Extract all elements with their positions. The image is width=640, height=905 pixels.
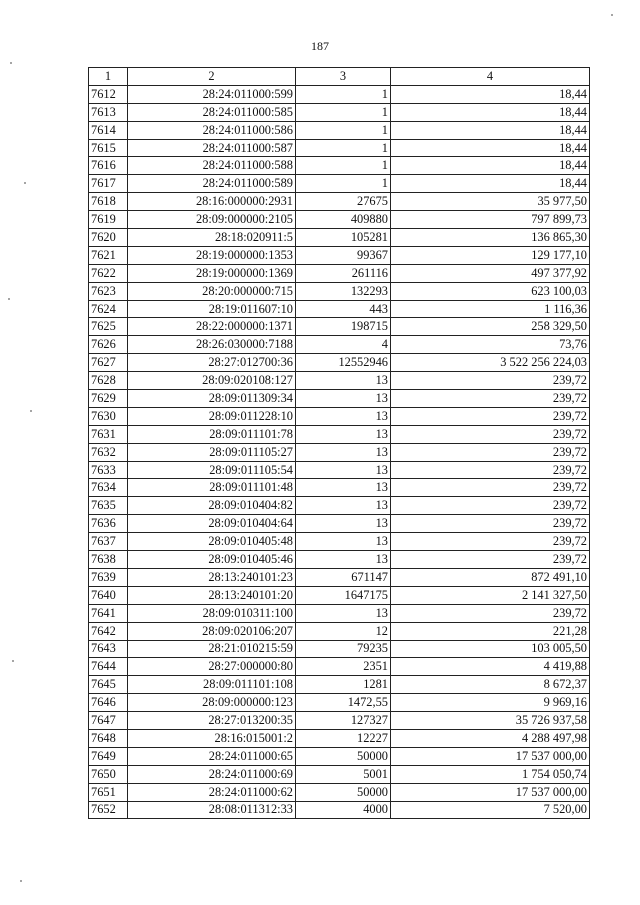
cadastral-number-cell: 28:24:011000:65	[128, 747, 296, 765]
row-number-cell: 7644	[89, 658, 128, 676]
row-number-cell: 7637	[89, 533, 128, 551]
header-cell-1: 1	[89, 68, 128, 86]
table-row	[89, 497, 590, 515]
scan-speck	[24, 182, 26, 184]
table-row	[89, 193, 590, 211]
value-cell: 127327	[296, 712, 391, 730]
amount-cell: 239,72	[391, 372, 590, 390]
table-row	[89, 390, 590, 408]
cadastral-number-cell: 28:08:011312:33	[128, 801, 296, 819]
scan-speck	[8, 298, 10, 300]
value-cell: 13	[296, 372, 391, 390]
amount-cell: 497 377,92	[391, 264, 590, 282]
amount-cell: 221,28	[391, 622, 590, 640]
row-number-cell: 7640	[89, 586, 128, 604]
row-number-cell: 7647	[89, 712, 128, 730]
cadastral-number-cell: 28:19:011607:10	[128, 300, 296, 318]
table-row	[89, 694, 590, 712]
row-number-cell: 7629	[89, 390, 128, 408]
row-number-cell: 7651	[89, 783, 128, 801]
value-cell: 1	[296, 175, 391, 193]
row-number-cell: 7634	[89, 479, 128, 497]
table-row	[89, 282, 590, 300]
row-number-cell: 7612	[89, 85, 128, 103]
value-cell: 13	[296, 461, 391, 479]
value-cell: 409880	[296, 211, 391, 229]
value-cell: 13	[296, 551, 391, 569]
cadastral-number-cell: 28:24:011000:69	[128, 765, 296, 783]
row-number-cell: 7617	[89, 175, 128, 193]
cadastral-number-cell: 28:09:010404:82	[128, 497, 296, 515]
table-row	[89, 175, 590, 193]
amount-cell: 258 329,50	[391, 318, 590, 336]
amount-cell: 8 672,37	[391, 676, 590, 694]
amount-cell: 9 969,16	[391, 694, 590, 712]
value-cell: 1	[296, 121, 391, 139]
amount-cell: 17 537 000,00	[391, 783, 590, 801]
cadastral-number-cell: 28:09:000000:123	[128, 694, 296, 712]
value-cell: 671147	[296, 568, 391, 586]
amount-cell: 18,44	[391, 175, 590, 193]
amount-cell: 872 491,10	[391, 568, 590, 586]
cadastral-number-cell: 28:13:240101:20	[128, 586, 296, 604]
table-row	[89, 533, 590, 551]
cadastral-number-cell: 28:26:030000:7188	[128, 336, 296, 354]
row-number-cell: 7615	[89, 139, 128, 157]
row-number-cell: 7624	[89, 300, 128, 318]
cadastral-number-cell: 28:24:011000:599	[128, 85, 296, 103]
table-row	[89, 318, 590, 336]
cadastral-number-cell: 28:16:000000:2931	[128, 193, 296, 211]
table-row	[89, 712, 590, 730]
cadastral-number-cell: 28:16:015001:2	[128, 729, 296, 747]
amount-cell: 4 419,88	[391, 658, 590, 676]
amount-cell: 239,72	[391, 479, 590, 497]
row-number-cell: 7625	[89, 318, 128, 336]
value-cell: 79235	[296, 640, 391, 658]
table-row	[89, 336, 590, 354]
cadastral-number-cell: 28:24:011000:62	[128, 783, 296, 801]
value-cell: 1	[296, 139, 391, 157]
cadastral-number-cell: 28:09:011105:27	[128, 443, 296, 461]
row-number-cell: 7626	[89, 336, 128, 354]
amount-cell: 17 537 000,00	[391, 747, 590, 765]
amount-cell: 239,72	[391, 551, 590, 569]
table-row	[89, 264, 590, 282]
cadastral-number-cell: 28:27:000000:80	[128, 658, 296, 676]
row-number-cell: 7635	[89, 497, 128, 515]
row-number-cell: 7619	[89, 211, 128, 229]
table-row	[89, 372, 590, 390]
amount-cell: 7 520,00	[391, 801, 590, 819]
table-row	[89, 551, 590, 569]
amount-cell: 239,72	[391, 497, 590, 515]
value-cell: 99367	[296, 246, 391, 264]
cadastral-number-cell: 28:09:011309:34	[128, 390, 296, 408]
value-cell: 13	[296, 443, 391, 461]
amount-cell: 18,44	[391, 103, 590, 121]
table-row	[89, 157, 590, 175]
page-number: 187	[311, 39, 329, 53]
value-cell: 13	[296, 604, 391, 622]
row-number-cell: 7627	[89, 354, 128, 372]
cadastral-number-cell: 28:09:011101:48	[128, 479, 296, 497]
row-number-cell: 7622	[89, 264, 128, 282]
amount-cell: 239,72	[391, 604, 590, 622]
table-header-row	[89, 68, 590, 86]
value-cell: 1	[296, 85, 391, 103]
amount-cell: 35 977,50	[391, 193, 590, 211]
cadastral-number-cell: 28:27:012700:36	[128, 354, 296, 372]
value-cell: 132293	[296, 282, 391, 300]
amount-cell: 239,72	[391, 407, 590, 425]
amount-cell: 18,44	[391, 121, 590, 139]
row-number-cell: 7646	[89, 694, 128, 712]
row-number-cell: 7639	[89, 568, 128, 586]
value-cell: 4000	[296, 801, 391, 819]
value-cell: 443	[296, 300, 391, 318]
amount-cell: 129 177,10	[391, 246, 590, 264]
table-row	[89, 139, 590, 157]
table-row	[89, 604, 590, 622]
value-cell: 261116	[296, 264, 391, 282]
row-number-cell: 7613	[89, 103, 128, 121]
table-row	[89, 783, 590, 801]
row-number-cell: 7633	[89, 461, 128, 479]
amount-cell: 18,44	[391, 139, 590, 157]
value-cell: 198715	[296, 318, 391, 336]
value-cell: 50000	[296, 747, 391, 765]
cadastral-number-cell: 28:22:000000:1371	[128, 318, 296, 336]
value-cell: 5001	[296, 765, 391, 783]
row-number-cell: 7641	[89, 604, 128, 622]
header-cell-2: 2	[128, 68, 296, 86]
value-cell: 13	[296, 497, 391, 515]
table-row	[89, 246, 590, 264]
scan-speck	[10, 62, 12, 64]
value-cell: 2351	[296, 658, 391, 676]
table-row	[89, 640, 590, 658]
amount-cell: 3 522 256 224,03	[391, 354, 590, 372]
cadastral-number-cell: 28:19:000000:1369	[128, 264, 296, 282]
cadastral-number-cell: 28:09:010405:48	[128, 533, 296, 551]
table-row	[89, 407, 590, 425]
cadastral-number-cell: 28:24:011000:586	[128, 121, 296, 139]
value-cell: 1	[296, 103, 391, 121]
table-row	[89, 121, 590, 139]
header-cell-4: 4	[391, 68, 590, 86]
table-row	[89, 568, 590, 586]
table-row	[89, 729, 590, 747]
scan-speck	[12, 660, 14, 662]
row-number-cell: 7643	[89, 640, 128, 658]
row-number-cell: 7620	[89, 229, 128, 247]
cadastral-number-cell: 28:09:011101:108	[128, 676, 296, 694]
table-row	[89, 801, 590, 819]
amount-cell: 239,72	[391, 461, 590, 479]
row-number-cell: 7650	[89, 765, 128, 783]
scan-speck	[30, 410, 32, 412]
cadastral-number-cell: 28:09:011105:54	[128, 461, 296, 479]
row-number-cell: 7636	[89, 515, 128, 533]
cadastral-number-cell: 28:09:011101:78	[128, 425, 296, 443]
value-cell: 12227	[296, 729, 391, 747]
header-cell-3: 3	[296, 68, 391, 86]
table-row	[89, 443, 590, 461]
scan-speck	[20, 880, 22, 882]
value-cell: 50000	[296, 783, 391, 801]
value-cell: 1	[296, 157, 391, 175]
cadastral-number-cell: 28:24:011000:587	[128, 139, 296, 157]
value-cell: 27675	[296, 193, 391, 211]
row-number-cell: 7628	[89, 372, 128, 390]
cadastral-number-cell: 28:09:010404:64	[128, 515, 296, 533]
amount-cell: 136 865,30	[391, 229, 590, 247]
row-number-cell: 7648	[89, 729, 128, 747]
amount-cell: 2 141 327,50	[391, 586, 590, 604]
amount-cell: 73,76	[391, 336, 590, 354]
table-row	[89, 515, 590, 533]
row-number-cell: 7649	[89, 747, 128, 765]
table-row	[89, 622, 590, 640]
amount-cell: 623 100,03	[391, 282, 590, 300]
value-cell: 13	[296, 479, 391, 497]
table-row	[89, 425, 590, 443]
scan-speck	[611, 14, 613, 16]
value-cell: 13	[296, 533, 391, 551]
table-row	[89, 676, 590, 694]
amount-cell: 239,72	[391, 425, 590, 443]
cadastral-number-cell: 28:09:010311:100	[128, 604, 296, 622]
amount-cell: 1 754 050,74	[391, 765, 590, 783]
row-number-cell: 7631	[89, 425, 128, 443]
value-cell: 1647175	[296, 586, 391, 604]
value-cell: 12552946	[296, 354, 391, 372]
amount-cell: 35 726 937,58	[391, 712, 590, 730]
row-number-cell: 7642	[89, 622, 128, 640]
table-row	[89, 658, 590, 676]
value-cell: 105281	[296, 229, 391, 247]
cadastral-number-cell: 28:20:000000:715	[128, 282, 296, 300]
value-cell: 13	[296, 407, 391, 425]
table-row	[89, 586, 590, 604]
row-number-cell: 7616	[89, 157, 128, 175]
table-row	[89, 461, 590, 479]
table-row	[89, 765, 590, 783]
row-number-cell: 7638	[89, 551, 128, 569]
cadastral-number-cell: 28:13:240101:23	[128, 568, 296, 586]
cadastral-number-cell: 28:27:013200:35	[128, 712, 296, 730]
row-number-cell: 7652	[89, 801, 128, 819]
value-cell: 4	[296, 336, 391, 354]
row-number-cell: 7621	[89, 246, 128, 264]
amount-cell: 239,72	[391, 533, 590, 551]
cadastral-number-cell: 28:09:020108:127	[128, 372, 296, 390]
cadastral-number-cell: 28:19:000000:1353	[128, 246, 296, 264]
cadastral-number-cell: 28:21:010215:59	[128, 640, 296, 658]
row-number-cell: 7614	[89, 121, 128, 139]
amount-cell: 239,72	[391, 443, 590, 461]
table-row	[89, 85, 590, 103]
row-number-cell: 7632	[89, 443, 128, 461]
value-cell: 13	[296, 515, 391, 533]
amount-cell: 18,44	[391, 85, 590, 103]
amount-cell: 4 288 497,98	[391, 729, 590, 747]
value-cell: 13	[296, 390, 391, 408]
table-row	[89, 211, 590, 229]
cadastral-number-cell: 28:24:011000:589	[128, 175, 296, 193]
cadastral-number-cell: 28:09:000000:2105	[128, 211, 296, 229]
table-row	[89, 103, 590, 121]
value-cell: 12	[296, 622, 391, 640]
amount-cell: 1 116,36	[391, 300, 590, 318]
table-row	[89, 747, 590, 765]
amount-cell: 239,72	[391, 515, 590, 533]
row-number-cell: 7630	[89, 407, 128, 425]
cadastral-number-cell: 28:24:011000:588	[128, 157, 296, 175]
register-table	[88, 67, 590, 819]
amount-cell: 18,44	[391, 157, 590, 175]
row-number-cell: 7623	[89, 282, 128, 300]
amount-cell: 103 005,50	[391, 640, 590, 658]
amount-cell: 797 899,73	[391, 211, 590, 229]
row-number-cell: 7645	[89, 676, 128, 694]
value-cell: 1281	[296, 676, 391, 694]
amount-cell: 239,72	[391, 390, 590, 408]
cadastral-number-cell: 28:18:020911:5	[128, 229, 296, 247]
cadastral-number-cell: 28:24:011000:585	[128, 103, 296, 121]
table-row	[89, 300, 590, 318]
cadastral-number-cell: 28:09:010405:46	[128, 551, 296, 569]
value-cell: 1472,55	[296, 694, 391, 712]
row-number-cell: 7618	[89, 193, 128, 211]
cadastral-number-cell: 28:09:020106:207	[128, 622, 296, 640]
table-row	[89, 479, 590, 497]
table-row	[89, 354, 590, 372]
cadastral-number-cell: 28:09:011228:10	[128, 407, 296, 425]
table-row	[89, 229, 590, 247]
value-cell: 13	[296, 425, 391, 443]
